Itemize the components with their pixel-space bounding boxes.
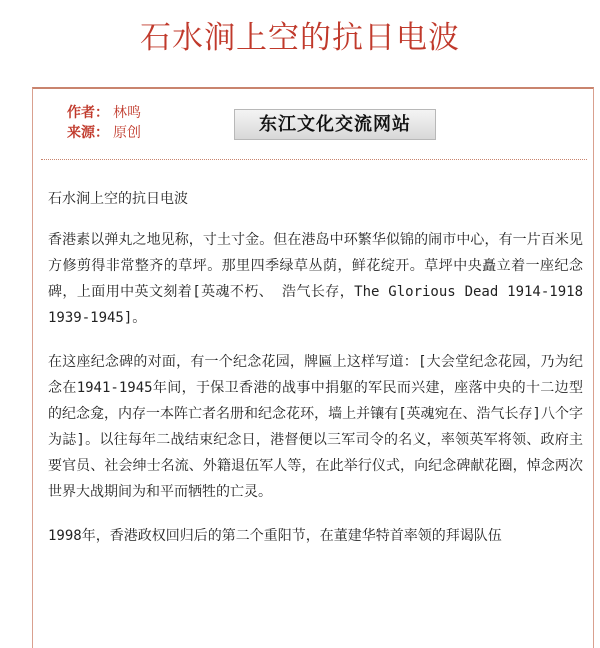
paragraph: 在这座纪念碑的对面，有一个纪念花园，牌匾上这样写道：[大会堂纪念花园，乃为纪念在1941-1945年间，于保卫香港的战事中捐躯的军民而兴建，座落中央的十二边型的纪念龛，内存一本阵亡者名册和纪念花环，墙上并镶有[英魂宛在、浩气长存]八个字为誌]。以往每年二战结束纪念日，港督便以三军司令的名义，率领英军将领、政府主要官员、社会绅士名流、外籍退伍军人等，在此举行仪式，向纪念碑献花圈，悼念两次世界大战期间为和平而牺牲的亡灵。 xyxy=(48,354,583,500)
article-box xyxy=(32,87,594,648)
paragraph: 1998年，香港政权回归后的第二个重阳节，在董建华特首率领的拜谒队伍 xyxy=(48,528,502,544)
paragraph: 香港素以弹丸之地见称，寸土寸金。但在港岛中环繁华似锦的闹市中心，有一片百米见方修剪得非常整齐的草坪。那里四季绿草丛荫，鲜花绽开。草坪中央矗立着一座纪念碑，上面用中英文刻着[英魂不朽、 浩气长存，The Glorious Dead 1914-1918 1939-1945]。 xyxy=(48,232,583,326)
divider xyxy=(41,159,587,160)
article-meta xyxy=(67,103,141,143)
author-name: 林鸣 xyxy=(113,105,141,121)
site-logo: 东江文化交流网站 xyxy=(234,109,436,140)
source-line xyxy=(67,123,141,143)
source-name: 原创 xyxy=(113,125,141,141)
article-content xyxy=(48,186,583,567)
source-label: 来源： xyxy=(67,125,109,141)
author-label: 作者： xyxy=(67,105,109,121)
page-title: 石水涧上空的抗日电波 xyxy=(140,20,460,56)
article-heading: 石水涧上空的抗日电波 xyxy=(48,191,188,207)
author-line xyxy=(67,103,141,123)
